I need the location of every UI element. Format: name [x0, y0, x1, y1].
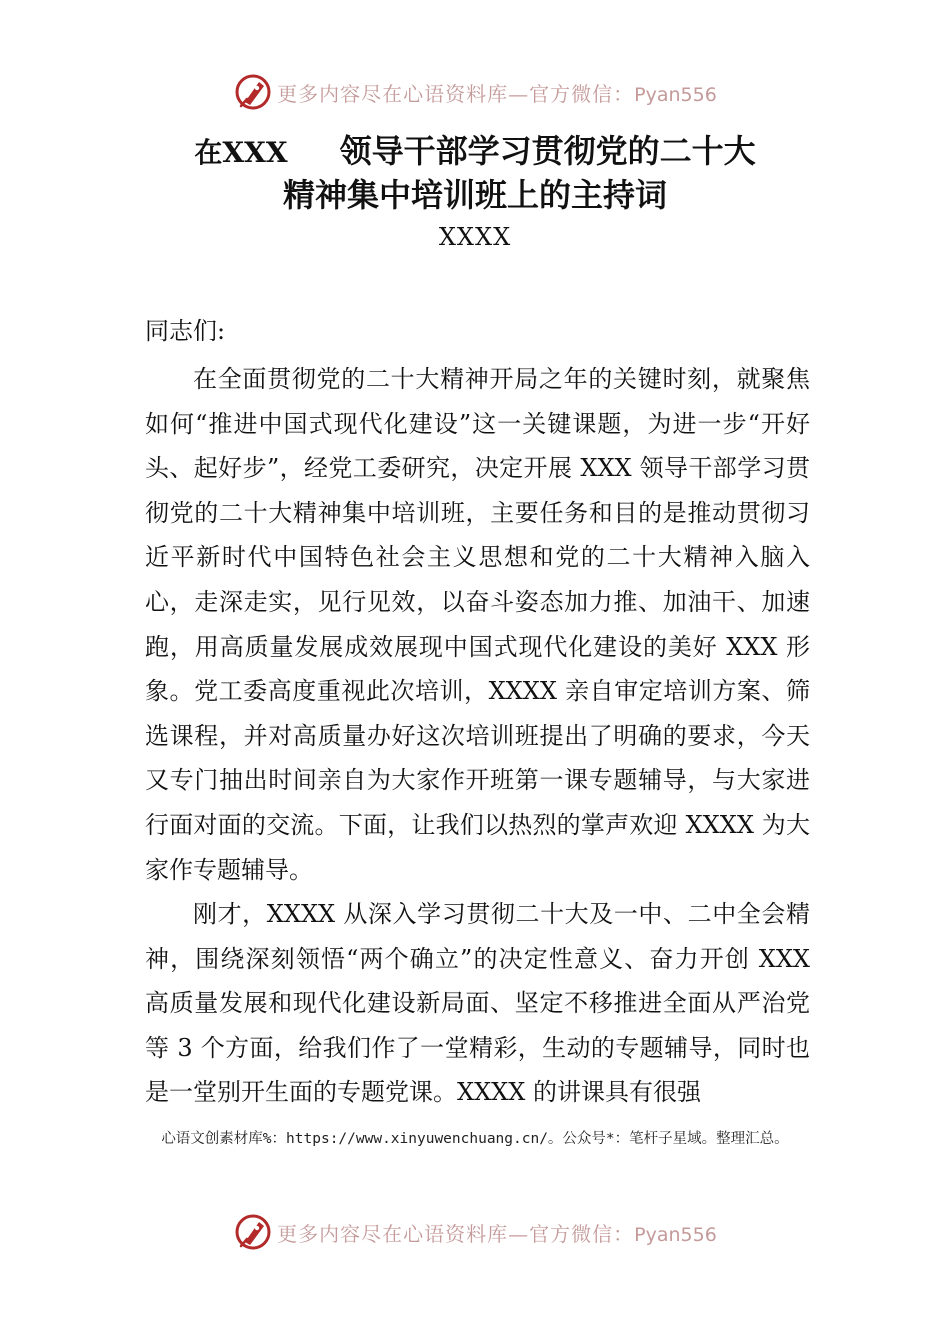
salutation: 同志们: [145, 317, 226, 345]
body-paragraph-1: 在全面贯彻党的二十大精神开局之年的关键时刻，就聚焦如何“推进中国式现代化建设”这一关键课题，为进一步“开好头、起好步”，经党工委研究，决定开展 XXX 领导干部学习贯彻党的二十大精神集中培训班，主要任务和目的是推动贯彻习近平新时代中国特色社会主义思想和党的二十大精神入脑入心，走深走实，见行见效，以奋斗姿态加力推、加油干、加速跑，用高质量发展成效展现中国式现代化建设的美好 XXX 形象。党工委高度重视此次培训，XXXX 亲自审定培训方案、筛选课程，并对高质量办好这次培训班提出了明确的要求，今天又专门抽出时间亲自为大家作开班第一课专题辅导，与大家进行面对面的交流。下面，让我们以热烈的掌声欢迎 XXXX 为大家作专题辅导。 [145, 365, 810, 884]
author-name: XXXX [438, 223, 512, 251]
document-title-line-2: 精神集中培训班上的主持词 [282, 176, 667, 214]
pen-nib-logo-icon [233, 72, 273, 112]
pen-nib-logo-icon [233, 1212, 273, 1252]
title-prefix: 在XXX [194, 136, 288, 169]
body-paragraph-2: 刚才，XXXX 从深入学习贯彻二十大及一中、二中全会精神，围绕深刻领悟“两个确立”的决定性意义、奋力开创 XXX 高质量发展和现代化建设新局面、坚定不移推进全面从严治党等 3 个方面，给我们作了一堂精彩，生动的专题辅导，同时也是一堂别开生面的专题党课。XXXX 的讲课具有很强 [145, 900, 810, 1107]
banner-text: 更多内容尽在心语资料库—官方微信：Pyan556 [277, 81, 717, 106]
source-footer-note: 心语文创素材库%：https://www.xinyuwenchuang.cn/。公众号*：笔杆子星域。整理汇总。 [161, 1131, 789, 1147]
header-watermark-banner [0, 70, 950, 114]
footer-watermark-banner [0, 1210, 950, 1254]
title-line-1-rest: 领导干部学习贯彻党的二十大 [339, 132, 756, 170]
banner-text: 更多内容尽在心语资料库—官方微信：Pyan556 [277, 1221, 717, 1246]
document-title-line-1 [0, 126, 950, 172]
banner-wechat-id: Pyan556 [634, 1223, 717, 1246]
banner-wechat-id: Pyan556 [634, 83, 717, 106]
